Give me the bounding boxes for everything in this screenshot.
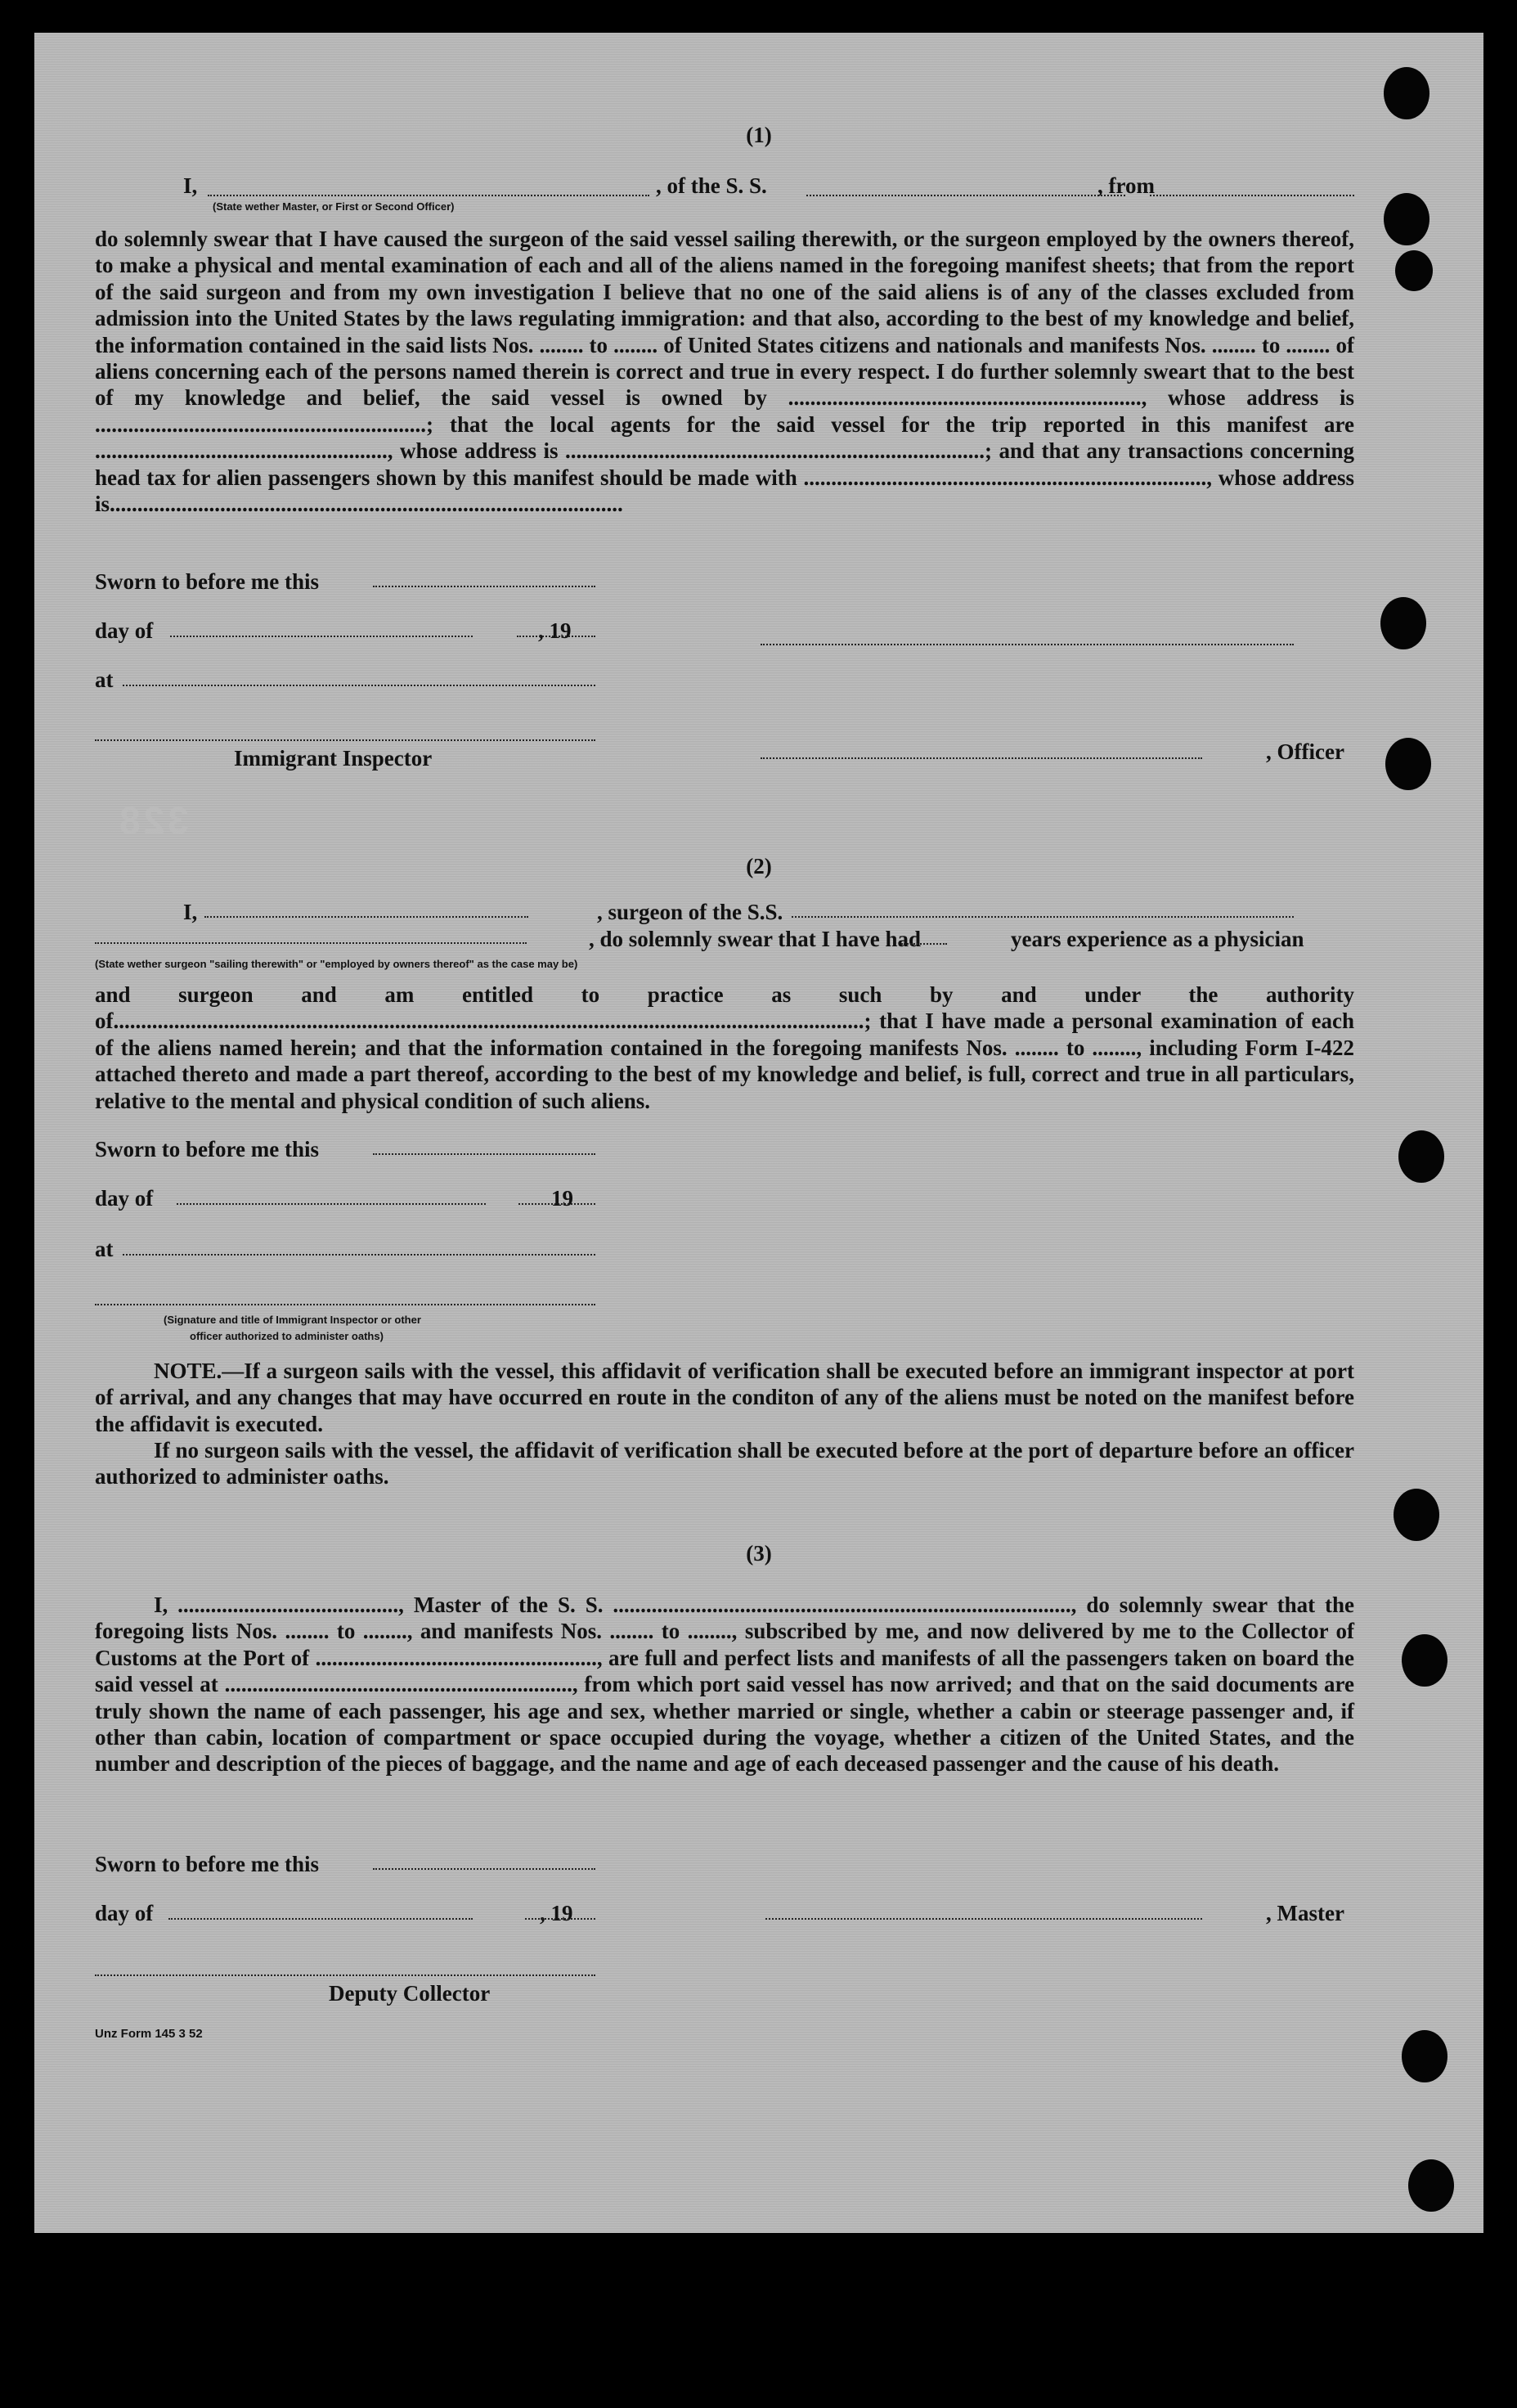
section-1-signatures xyxy=(95,739,1354,779)
day-of-label: day of xyxy=(95,1186,154,1211)
opening-i: I, xyxy=(183,173,198,198)
punch-hole xyxy=(1402,1634,1447,1687)
day-of-label: day of xyxy=(95,1901,154,1925)
form-number: Unz Form 145 3 52 xyxy=(95,2027,203,2041)
section-3-number: (3) xyxy=(746,1541,772,1566)
section-2-body: and surgeon and am entitled to practice as such by and under the authority of........................................................................................................................................; that I have made a personal examination of each of the aliens named herein; and that the information contained in the foregoing manifests Nos. ........ to ........, including Form I-422 attached thereto and made a part thereof, according to the best of my knowledge and belief, is full, correct and true in all particulars, relative to the mental and physical condition of such aliens. xyxy=(95,982,1354,1113)
section-3-body: I, ........................................, Master of the S. S. ..................................................................................., do solemnly swear that the foregoing lists Nos. ........ to ........, and manifests Nos. ........ to ........, subscribed by me, and now delivered by me to the Collector of Customs at the Port of ..................................................., are full and perfect lists and manifests of all the passengers taken on board the said vessel at ..............................................................., from which port said vessel has now arrived; and that on the said documents are truly shown the name of each passenger, his age and sex, whether married or single, whether a cabin or steerage passenger and, if other than cabin, location of compartment or space occupied during the voyage, whether a citizen of the United States, and the number and description of the pieces of baggage, and the name and age of each deceased passenger and the cause of his death. xyxy=(95,1593,1354,1777)
sworn-label: Sworn to before me this xyxy=(95,1137,319,1161)
punch-hole xyxy=(1395,250,1433,291)
opening-from: , from xyxy=(1097,173,1155,198)
section-1-at xyxy=(95,667,1354,700)
years-experience-text: years experience as a physician xyxy=(1011,927,1304,951)
section-2-day-of xyxy=(95,1186,1354,1219)
at-label: at xyxy=(95,1237,114,1261)
manifest-verification-form xyxy=(34,33,1483,2233)
note-paragraph-2: If no surgeon sails with the vessel, the affidavit of verification shall be executed before at the port of departure before an officer authorized to administer oaths. xyxy=(95,1438,1354,1489)
day-of-label: day of xyxy=(95,618,154,643)
sworn-label: Sworn to before me this xyxy=(95,569,319,594)
section-1-day-of xyxy=(95,618,1354,651)
year-label: , 19 xyxy=(540,1901,573,1925)
section-3-collector xyxy=(95,1981,1354,2014)
year-label: 19 xyxy=(551,1186,573,1211)
section-2-at xyxy=(95,1237,1354,1269)
swear-text: , do solemnly swear that I have had xyxy=(589,927,922,951)
sworn-label: Sworn to before me this xyxy=(95,1852,319,1876)
punch-hole xyxy=(1380,597,1426,649)
punch-hole xyxy=(1384,67,1429,119)
opening-of-ss: , of the S. S. xyxy=(656,173,767,198)
deputy-collector-label: Deputy Collector xyxy=(329,1981,491,2006)
opening-surgeon-of-ss: , surgeon of the S.S. xyxy=(597,900,783,924)
year-label: , 19 xyxy=(538,618,572,643)
at-label: at xyxy=(95,667,114,692)
immigrant-inspector-label: Immigrant Inspector xyxy=(234,746,433,770)
punch-hole xyxy=(1402,2030,1447,2082)
punch-hole xyxy=(1385,738,1431,790)
punch-hole xyxy=(1394,1489,1439,1541)
section-1-officer-note: (State wether Master, or First or Second Officer) xyxy=(213,200,455,213)
section-2-surgeon-note: (State wether surgeon "sailing therewith" or "employed by owners thereof" as the case may be) xyxy=(95,958,578,970)
note-paragraph-1: NOTE.—If a surgeon sails with the vessel, this affidavit of verification shall be executed before an immigrant inspector at port of arrival, and any changes that may have occurred en route in the conditon of any of the aliens must be noted on the manifest before the affidavit is executed. xyxy=(95,1359,1354,1436)
ghost-stamp-number: 328 xyxy=(116,799,189,842)
section-3-day-of xyxy=(95,1901,1354,1934)
punch-hole xyxy=(1398,1130,1444,1183)
opening-i: I, xyxy=(183,900,198,924)
section-1-body: do solemnly swear that I have caused the surgeon of the said vessel sailing therewith, or the surgeon employed by the owners thereof, to make a physical and mental examination of each and all of the aliens named in the foregoing manifest sheets; that from the report of the said surgeon and from my own investigation I believe that no one of the said aliens is of any of the classes excluded from admission into the United States by the laws regulating immigration: and that also, according to the best of my knowledge and belief, the information contained in the said lists Nos. ........ to ........ of United States citizens and nationals and manifests Nos. ........ to ........ of aliens concerning each of the persons named therein is correct and true in every respect. I do further solemnly sweart that to the best of my knowledge and belief, the said vessel is owned by ................................................................, whose address is ............................................................; that the local agents for the said vessel for the trip reported in this manifest are ....................................................., whose address is ............................................................................; and that any transactions concerning head tax for alien passengers shown by this manifest should be made with ........................................................................., whose address is............................................................................................. xyxy=(95,227,1354,517)
section-1-sworn xyxy=(95,569,1354,602)
signature-note-line-1: (Signature and title of Immigrant Inspector or other xyxy=(164,1314,421,1326)
section-2-sworn xyxy=(95,1137,1354,1170)
section-3-sworn xyxy=(95,1852,1354,1885)
punch-hole xyxy=(1384,193,1429,245)
officer-label: , Officer xyxy=(1266,739,1344,764)
punch-hole xyxy=(1408,2159,1454,2212)
section-2-number: (2) xyxy=(746,854,772,878)
signature-note-line-2: officer authorized to administer oaths) xyxy=(190,1330,384,1342)
master-label: , Master xyxy=(1266,1901,1344,1925)
section-1-number: (1) xyxy=(746,123,772,147)
